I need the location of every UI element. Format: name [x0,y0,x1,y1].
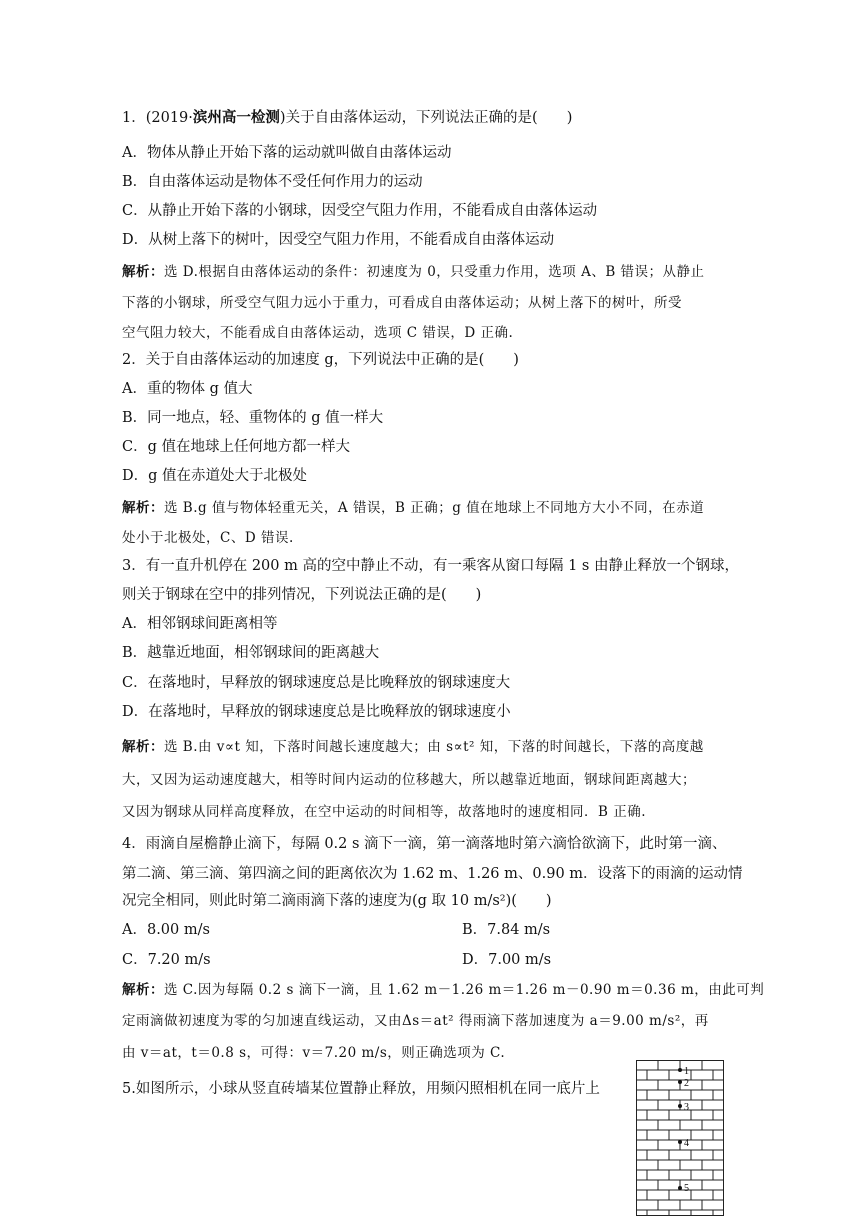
question-3-option-a: A．相邻钢球间距离相等 [122,616,278,632]
position-label: 4 [684,1138,689,1149]
question-5-stem: 5.如图所示，小球从竖直砖墙某位置静止释放，用频闪照相机在同一底片上 [122,1081,600,1097]
ball-dot [678,1080,682,1084]
position-label: 5 [684,1183,689,1194]
question-1-option-c: C．从静止开始下落的小钢球，因受空气阻力作用，不能看成自由落体运动 [122,203,598,219]
question-1-suffix: )关于自由落体运动，下列说法正确的是( ) [279,110,573,126]
question-3-solution-line: 又因为钢球从同样高度释放，在空中运动的时间相等，故落地时的速度相同．B 正确. [122,804,647,820]
solution-text: 选 D.根据自由落体运动的条件：初速度为 0，只受重力作用，选项 A、B 错误；从静止 [164,264,705,280]
brick-wall-figure [636,1060,724,1216]
question-3-solution-line [122,737,704,757]
question-3-solution-line: 大，又因为运动速度越大，相等时间内运动的位移越大，所以越靠近地面，钢球间距离越大； [122,772,696,788]
question-1-source: 滨州高一检测 [192,109,280,126]
question-4-stem: 况完全相同，则此时第二滴雨滴下落的速度为(g 取 10 m/s²)( ) [122,893,552,909]
question-2-option-c: C．g 值在地球上任何地方都一样大 [122,439,350,455]
position-label: 2 [684,1078,689,1089]
question-4-stem: 第二滴、第三滴、第四滴之间的距离依次为 1.62 m、1.26 m、0.90 m．设落下的雨滴的运动情 [122,866,743,882]
question-1-option-a: A．物体从静止开始下落的运动就叫做自由落体运动 [122,145,452,161]
ball-dot [678,1140,682,1144]
ball-dot [678,1104,682,1108]
question-1-solution-line: 下落的小钢球，所受空气阻力远小于重力，可看成自由落体运动；从树上落下的树叶，所受 [122,295,682,311]
question-1-option-b: B．自由落体运动是物体不受任何作用力的运动 [122,174,423,190]
solution-label: 解析： [122,500,164,516]
question-1-solution-line: 空气阻力较大，不能看成自由落体运动，选项 C 错误，D 正确. [122,325,514,341]
question-2-solution-line [122,498,704,518]
question-3-stem: 则关于钢球在空中的排列情况，下列说法正确的是( ) [122,587,482,603]
solution-label: 解析： [122,739,164,755]
question-3-stem: 3．有一直升机停在 200 m 高的空中静止不动，有一乘客从窗口每隔 1 s 由静止释放一个钢球， [122,558,739,574]
question-4-solution-line: 由 v＝at，t＝0.8 s，可得：v＝7.20 m/s，则正确选项为 C. [122,1045,506,1061]
question-4-option-a: A．8.00 m/s [122,922,210,938]
solution-label: 解析： [122,982,164,998]
solution-text: 选 B.g 值与物体轻重无关，A 错误，B 正确；g 值在地球上不同地方大小不同，在赤道 [164,500,705,516]
solution-label: 解析： [122,264,164,280]
ball-dot [678,1186,682,1190]
ball-dot [678,1068,682,1072]
question-3-option-d: D．在落地时，早释放的钢球速度总是比晚释放的钢球速度小 [122,704,511,720]
question-1-option-d: D．从树上落下的树叶，因受空气阻力作用，不能看成自由落体运动 [122,232,555,248]
question-1-prefix: 1．(2019· [122,110,193,126]
question-1-solution-line [122,262,705,282]
question-2-solution-line: 处小于北极处，C、D 错误. [122,530,294,546]
question-2-option-b: B．同一地点，轻、重物体的 g 值一样大 [122,410,384,426]
position-label: 3 [684,1102,689,1113]
question-3-option-b: B．越靠近地面，相邻钢球间的距离越大 [122,645,380,661]
question-2-stem: 2．关于自由落体运动的加速度 g，下列说法中正确的是( ) [122,352,519,368]
solution-text: 选 C.因为每隔 0.2 s 滴下一滴，且 1.62 m－1.26 m＝1.26 m－0.90 m＝0.36 m，由此可判 [164,982,765,998]
position-label: 1 [684,1066,689,1077]
question-3-option-c: C．在落地时，早释放的钢球速度总是比晚释放的钢球速度大 [122,675,511,691]
question-4-option-b: B．7.84 m/s [462,922,551,938]
question-1-stem [122,108,572,128]
question-2-option-d: D．g 值在赤道处大于北极处 [122,468,308,484]
question-4-option-c: C．7.20 m/s [122,952,211,968]
question-4-solution-line [122,980,764,1000]
question-4-solution-line: 定雨滴做初速度为零的匀加速直线运动，又由Δs＝at² 得雨滴下落加速度为 a＝9.00 m/s²，再 [122,1013,709,1029]
solution-text: 选 B.由 v∝t 知，下落时间越长速度越大；由 s∝t² 知，下落的时间越长，下落的高度越 [164,739,704,755]
question-2-option-a: A．重的物体 g 值大 [122,381,253,397]
question-4-option-d: D．7.00 m/s [462,952,552,968]
question-4-stem: 4．雨滴自屋檐静止滴下，每隔 0.2 s 滴下一滴，第一滴落地时第六滴恰欲滴下，此时第一滴、 [122,836,727,852]
